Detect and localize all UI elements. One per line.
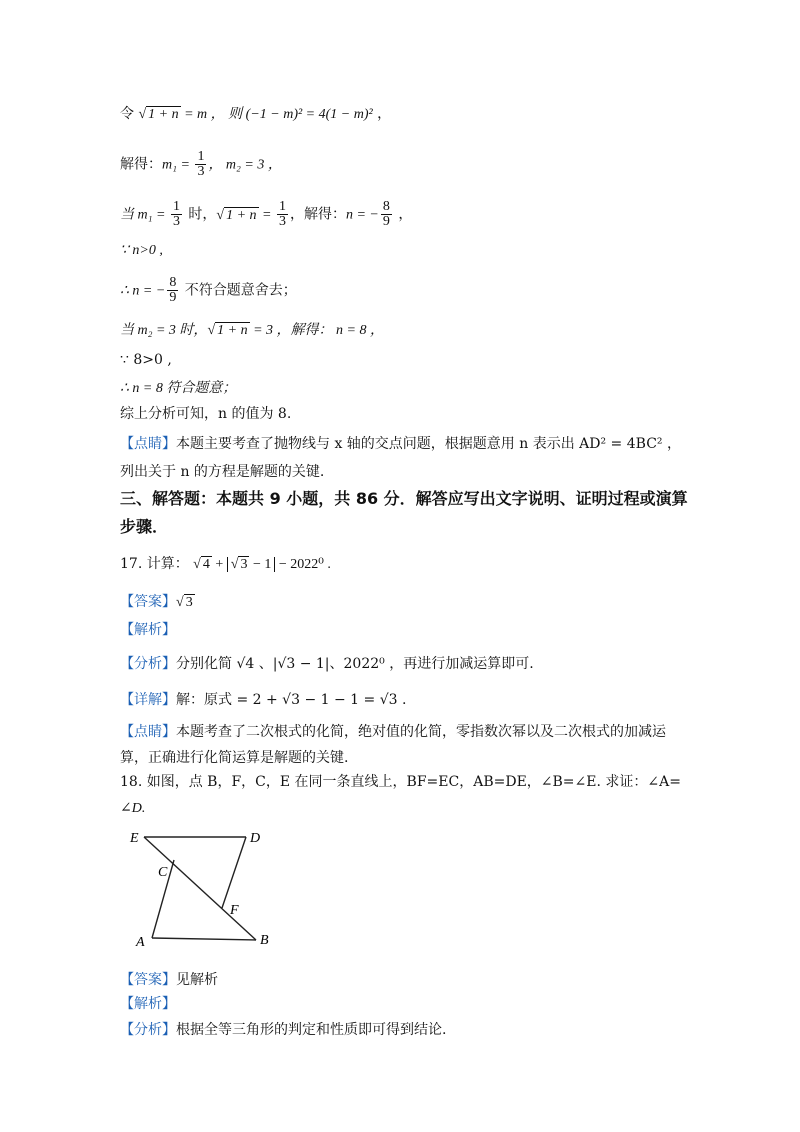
jiexi-18: 【解析】 <box>120 996 176 1012</box>
label-F: F <box>230 903 239 918</box>
label-E: E <box>130 831 139 846</box>
question-18-cont: ∠D. <box>120 801 146 816</box>
segment-AB <box>152 938 256 940</box>
xiangjie-17: 【详解】解：原式 = 2 + √3 − 1 − 1 = √3 . <box>120 692 407 708</box>
line-therefore-8: ∴ n = 8 符合题意； <box>120 381 237 396</box>
label-C: C <box>158 865 168 880</box>
line-reject: ∴ n = − $\frac{8}{9}$ 不符合题意舍去； <box>120 275 297 305</box>
label-A: A <box>136 935 145 950</box>
label-B: B <box>260 933 269 948</box>
sqrt-1-plus-n: √ 1 + n <box>138 107 179 122</box>
line-conclusion: 综上分析可知，n 的值为 8. <box>120 406 292 422</box>
tag-dianjing: 【点睛】 <box>120 436 176 452</box>
line-substitution: 令 √ 1 + n = m ， 则 (−1 − m)² = 4(1 − m)² ， <box>120 104 391 125</box>
dianjing-17-a: 【点睛】本题考查了二次根式的化简，绝对值的化简，零指数次幂以及二次根式的加减运 <box>120 724 666 740</box>
line-solve-m: 解得：m₁ = $\frac{1}{3}$ ， m₂ = 3 ， <box>120 149 282 179</box>
section-title: 三、解答题：本题共 9 小题，共 86 分．解答应写出文字说明、证明过程或演算 <box>120 489 688 508</box>
fraction-one-third: $\frac{1}{3}$ <box>197 149 205 179</box>
segment-DF <box>222 837 246 908</box>
question-17: 17. 计算： √ 4 + √ 3 − 1 − 2022⁰ . <box>120 556 331 572</box>
line-case-m1: 当 m₁ = $\frac{1}{3}$ 时，√ 1 + n = $\frac{1}{3}$ ，解得：n = − $\frac{8}{9}$ ， <box>120 199 413 229</box>
jiexi-17: 【解析】 <box>120 622 176 638</box>
segment-EB <box>144 837 256 940</box>
geometry-figure <box>120 820 290 955</box>
answer-18: 【答案】见解析 <box>120 972 218 988</box>
question-18: 18. 如图，点 B，F，C，E 在同一条直线上，BF=EC，AB=DE，∠B=∠E. 求证：∠A= <box>120 774 681 790</box>
line-dianjing-1: 【点睛】本题主要考查了抛物线与 x 轴的交点问题，根据题意用 n 表示出 AD² = 4BC² ， <box>120 436 681 452</box>
absolute-value: √ 3 − 1 <box>227 557 276 572</box>
fenxi-17: 【分析】分别化简 √4 、|√3 − 1|、2022⁰ ，再进行加减运算即可. <box>120 656 534 672</box>
line-because-n-positive: ∵ n>0 , <box>120 243 163 258</box>
line-dianjing-2: 列出关于 n 的方程是解题的关键. <box>120 464 325 480</box>
answer-17: 【答案】√ 3 <box>120 594 193 610</box>
fenxi-18: 【分析】根据全等三角形的判定和性质即可得到结论. <box>120 1022 447 1038</box>
section-title-cont: 步骤． <box>120 517 169 536</box>
label-D: D <box>250 831 261 846</box>
line-case-m2: 当 m₂ = 3 时，√ 1 + n = 3 ，解得： n = 8 ， <box>120 323 384 338</box>
dianjing-17-b: 算，正确进行化简运算是解题的关键. <box>120 750 349 766</box>
line-because-8: ∵ 8>0 , <box>120 352 172 368</box>
